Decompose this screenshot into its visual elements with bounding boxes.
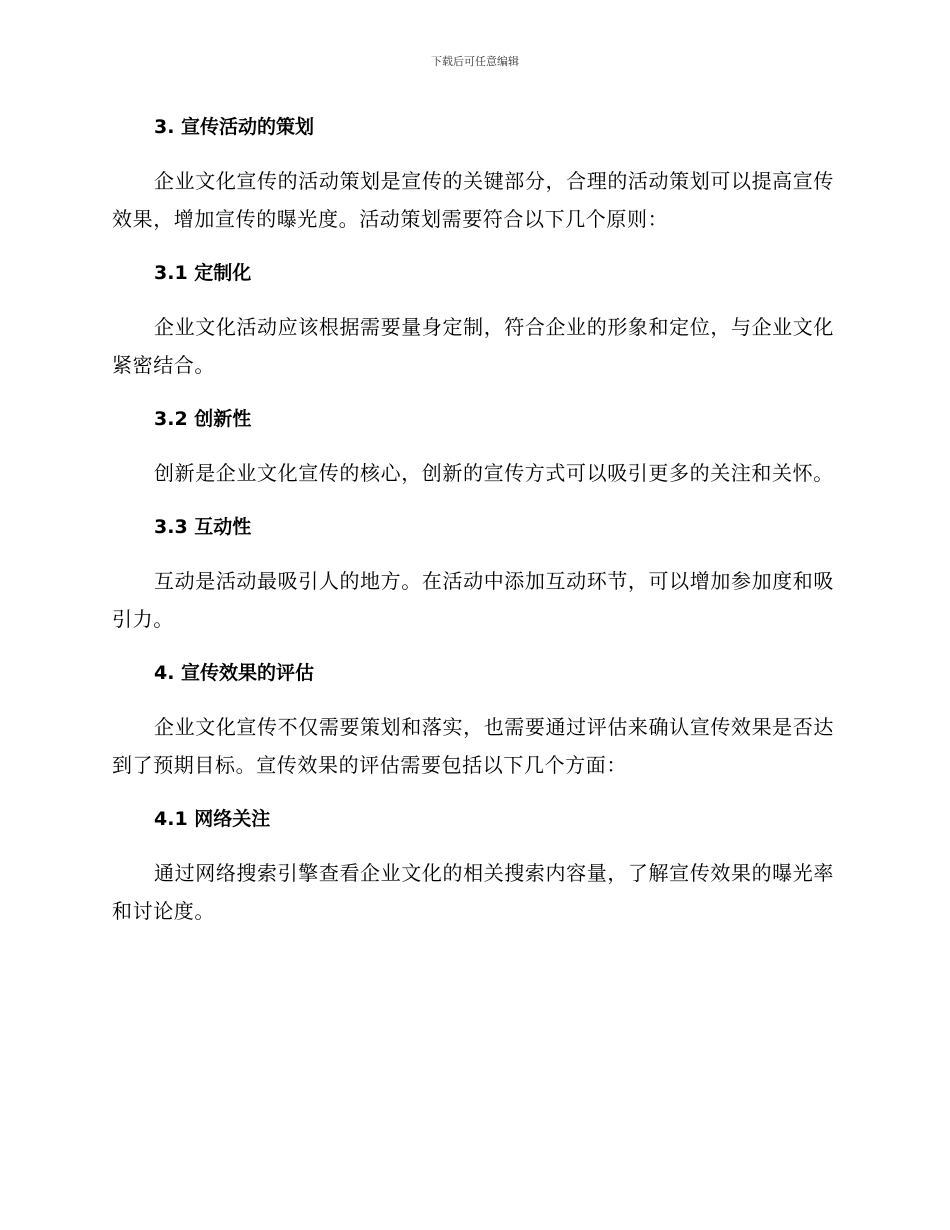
page-header: 下载后可任意编辑 bbox=[431, 55, 519, 68]
section-heading-3-2: 3.2 创新性 bbox=[154, 408, 252, 430]
section-heading-4-1: 4.1 网络关注 bbox=[154, 808, 271, 830]
section-heading-3-3: 3.3 互动性 bbox=[154, 516, 252, 538]
section-heading-3-1: 3.1 定制化 bbox=[154, 262, 252, 284]
section-heading-4: 4. 宣传效果的评估 bbox=[154, 662, 315, 684]
section-paragraph: 企业文化活动应该根据需要量身定制，符合企业的形象和定位，与企业文化紧密结合。 bbox=[112, 315, 834, 377]
section-paragraph: 企业文化宣传不仅需要策划和落实，也需要通过评估来确认宣传效果是否达到了预期目标。宣传效果的评估需要包括以下几个方面： bbox=[112, 715, 834, 777]
document-body bbox=[112, 108, 834, 930]
section-paragraph: 互动是活动最吸引人的地方。在活动中添加互动环节，可以增加参加度和吸引力。 bbox=[112, 569, 834, 631]
section-heading-3: 3. 宣传活动的策划 bbox=[154, 116, 315, 138]
section-paragraph: 通过网络搜索引擎查看企业文化的相关搜索内容量，了解宣传效果的曝光率和讨论度。 bbox=[112, 861, 834, 923]
section-paragraph: 企业文化宣传的活动策划是宣传的关键部分，合理的活动策划可以提高宣传效果，增加宣传的曝光度。活动策划需要符合以下几个原则： bbox=[112, 169, 834, 231]
section-paragraph: 创新是企业文化宣传的核心，创新的宣传方式可以吸引更多的关注和关怀。 bbox=[154, 461, 834, 485]
